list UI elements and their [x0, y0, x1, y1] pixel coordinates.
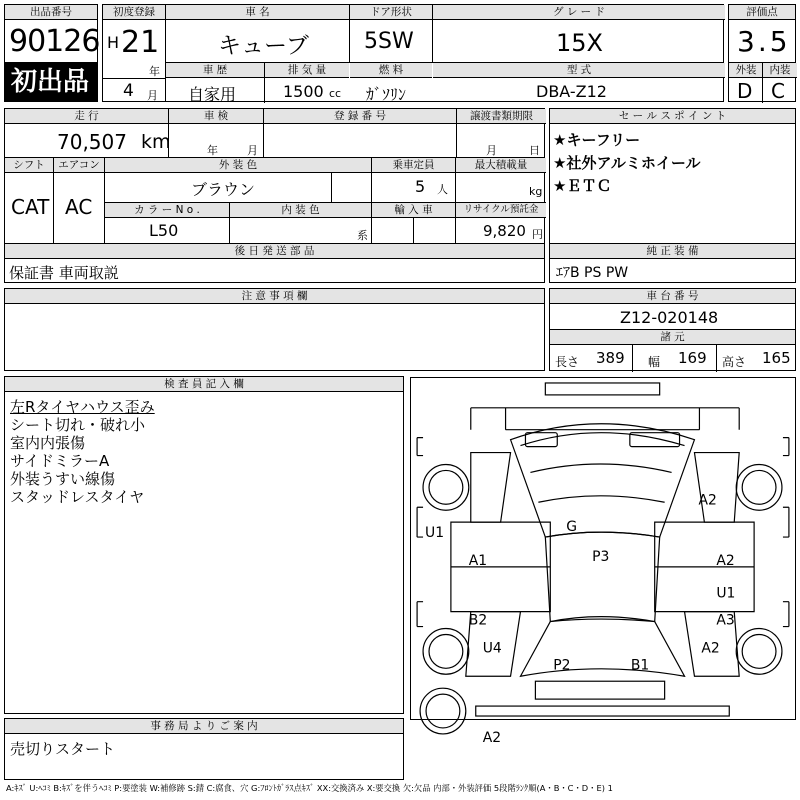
sales-point-item: ★ＥＴＣ [553, 177, 612, 195]
height-label: 高さ [722, 355, 747, 369]
genuine-equipment-header: 純 正 装 備 [550, 244, 795, 259]
fuel: ｶﾞｿﾘﾝ [366, 85, 407, 104]
damage-mark: P2 [553, 657, 571, 674]
registration-header: 初度登録 [103, 5, 165, 20]
registration-year: 21 [121, 25, 160, 60]
doors: 5SW [364, 29, 414, 54]
car-outline-diagram [411, 378, 795, 746]
displacement-header: 排 気 量 [265, 63, 349, 78]
damage-mark: B1 [630, 657, 650, 674]
front-bumper-shape [535, 681, 664, 699]
dimensions-header: 諸 元 [550, 330, 795, 345]
history-header: 車 歴 [166, 63, 264, 78]
history: 自家用 [188, 85, 237, 104]
recycle-header: リサイクル預託金 [456, 203, 546, 218]
vehicle-main-block [165, 4, 724, 102]
interior-color-suffix: 系 [357, 229, 368, 242]
registration-era: H [107, 33, 120, 52]
chassis-number: Z12-020148 [620, 308, 719, 327]
capacity-unit: 人 [437, 183, 448, 196]
score: 3.5 [737, 25, 791, 58]
color-no-header: カ ラ ー N o . [105, 203, 229, 218]
mileage: 70,507 [57, 130, 127, 154]
import-header: 輸 入 車 [372, 203, 455, 218]
damage-mark: A2 [482, 729, 502, 746]
wheel-front-right [736, 629, 782, 675]
genuine-equipment: ｴｱB PS PW [556, 265, 629, 281]
interior-score: C [771, 79, 785, 103]
details-block [4, 108, 545, 283]
wheel-front-left [423, 629, 469, 675]
max-load-header: 最大積載量 [456, 158, 546, 173]
sales-points-header: セ ー ル ス ポ イ ン ト [550, 109, 795, 124]
inspector-header: 検 査 員 記 入 欄 [5, 377, 403, 392]
car-damage-diagram [410, 377, 796, 746]
windshield-shape [520, 617, 684, 677]
lot-number: 90126 [9, 24, 100, 59]
lot-number-header: 出品番号 [5, 5, 97, 20]
rear-bumper-shape [545, 383, 659, 395]
legend-text: A:ｷｽﾞ U:ﾍｺﾐ B:ｷｽﾞを伴うﾍｺﾐ P:要塗装 W:補修跡 S:錆 C:腐食、穴 G:ﾌﾛﾝﾄｶﾞﾗｽ点ｷｽﾞ XX:交換済み X:要交換 欠:欠品 内部・外装評価 5段階ﾗﾝｸ順(A・B・C・D・E) 1 [6, 783, 613, 793]
lot-number-cell [4, 4, 98, 63]
fuel-header: 燃 料 [350, 63, 432, 78]
window-lines [520, 433, 684, 503]
exterior-color-header: 外 装 色 [105, 158, 371, 173]
recycle: 9,820 [483, 222, 526, 240]
inspector-line: スタッドレスタイヤ [10, 488, 145, 506]
length: 389 [596, 349, 625, 367]
damage-mark: A2 [701, 640, 720, 657]
damage-mark: A3 [716, 612, 735, 629]
width-label: 幅 [648, 355, 661, 369]
wheel-rear-right [736, 464, 782, 510]
car-name: キューブ [218, 33, 309, 59]
capacity-header: 乗車定員 [372, 158, 455, 173]
capacity: 5 [415, 177, 426, 196]
registration-cell [102, 4, 166, 102]
roof-shape [545, 532, 659, 621]
transfer-deadline-header: 譲渡書類期限 [457, 109, 546, 124]
damage-mark: A1 [468, 552, 488, 569]
registration-month-unit: 月 [147, 89, 158, 102]
inspection-month-unit: 月 [247, 144, 258, 157]
inspector-line: サイドミラーA [10, 452, 110, 470]
doors-header: ドア形状 [350, 5, 432, 20]
damage-mark: U1 [716, 585, 736, 602]
shift-header: シフト [5, 158, 53, 173]
notes-cell [4, 288, 545, 371]
damage-mark: U1 [425, 525, 445, 542]
recycle-unit: 円 [532, 228, 543, 241]
displacement-unit: cc [329, 87, 342, 100]
model-header: 型 式 [433, 63, 725, 78]
notes-header: 注 意 事 項 欄 [5, 289, 544, 304]
model: DBA-Z12 [536, 82, 607, 101]
displacement: 1500 [283, 82, 324, 101]
inspector-cell [4, 376, 404, 714]
front-fender-shapes [466, 612, 739, 677]
score-cell [728, 4, 796, 102]
mileage-header: 走 行 [5, 109, 168, 124]
sales-points-cell [549, 108, 796, 283]
width: 169 [678, 349, 707, 367]
grade-header: グ レ ー ド [433, 5, 725, 20]
chassis-header: 車 台 番 号 [550, 289, 795, 304]
damage-mark: P3 [592, 548, 610, 565]
transfer-month-unit: 月 [486, 144, 497, 157]
exterior-score: D [737, 79, 753, 103]
max-load-unit: kg [529, 185, 543, 198]
shift: CAT [11, 195, 50, 219]
registration-month: 4 [123, 81, 134, 101]
car-name-header: 車 名 [166, 5, 349, 20]
first-listing-badge [4, 62, 98, 102]
registration-year-unit: 年 [149, 65, 160, 78]
interior-score-header: 内装 [763, 63, 797, 78]
sales-point-item: ★キーフリー [553, 131, 641, 149]
damage-mark: U4 [482, 640, 502, 657]
office-header: 事 務 局 よ り ご 案 内 [5, 719, 403, 734]
chassis-cell [549, 288, 796, 371]
aircon: AC [65, 195, 93, 219]
front-lip-shape [476, 706, 730, 716]
inspector-line: シート切れ・破れ小 [10, 416, 146, 434]
damage-mark: G [566, 519, 577, 536]
spare-wheel [420, 688, 466, 734]
height: 165 [762, 349, 791, 367]
office-note: 売切りスタート [10, 740, 116, 758]
interior-color-header: 内 装 色 [230, 203, 371, 218]
rear-panel-shape [471, 408, 739, 430]
damage-mark: A2 [698, 492, 717, 509]
inspection-year-unit: 年 [207, 144, 218, 157]
inspection-header: 車 検 [169, 109, 263, 124]
later-parts-header: 後 日 発 送 部 品 [5, 244, 544, 259]
exterior-color: ブラウン [191, 180, 256, 199]
reg-number-header: 登 録 番 号 [264, 109, 456, 124]
score-header: 評価点 [729, 5, 795, 20]
grade: 15X [556, 29, 603, 57]
first-listing-text: 初出品 [11, 67, 90, 97]
exterior-score-header: 外装 [729, 63, 763, 78]
later-parts: 保証書 車両取説 [9, 264, 119, 282]
wheel-rear-left [423, 464, 469, 510]
length-label: 長さ [555, 355, 580, 369]
inspector-line: 室内内張傷 [10, 434, 86, 452]
aircon-header: エアコン [54, 158, 104, 173]
inspector-line: 外装うすい線傷 [10, 470, 116, 488]
damage-mark: B2 [468, 612, 488, 629]
damage-mark: A2 [716, 552, 735, 569]
inspector-line: 左Rタイヤハウス歪み [10, 398, 155, 416]
rear-quarter-shapes [471, 453, 739, 523]
sales-point-item: ★社外アルミホイール [553, 154, 701, 172]
color-no: L50 [149, 221, 179, 240]
office-cell [4, 718, 404, 780]
mileage-unit: km [141, 131, 171, 153]
transfer-day-unit: 日 [529, 144, 540, 157]
